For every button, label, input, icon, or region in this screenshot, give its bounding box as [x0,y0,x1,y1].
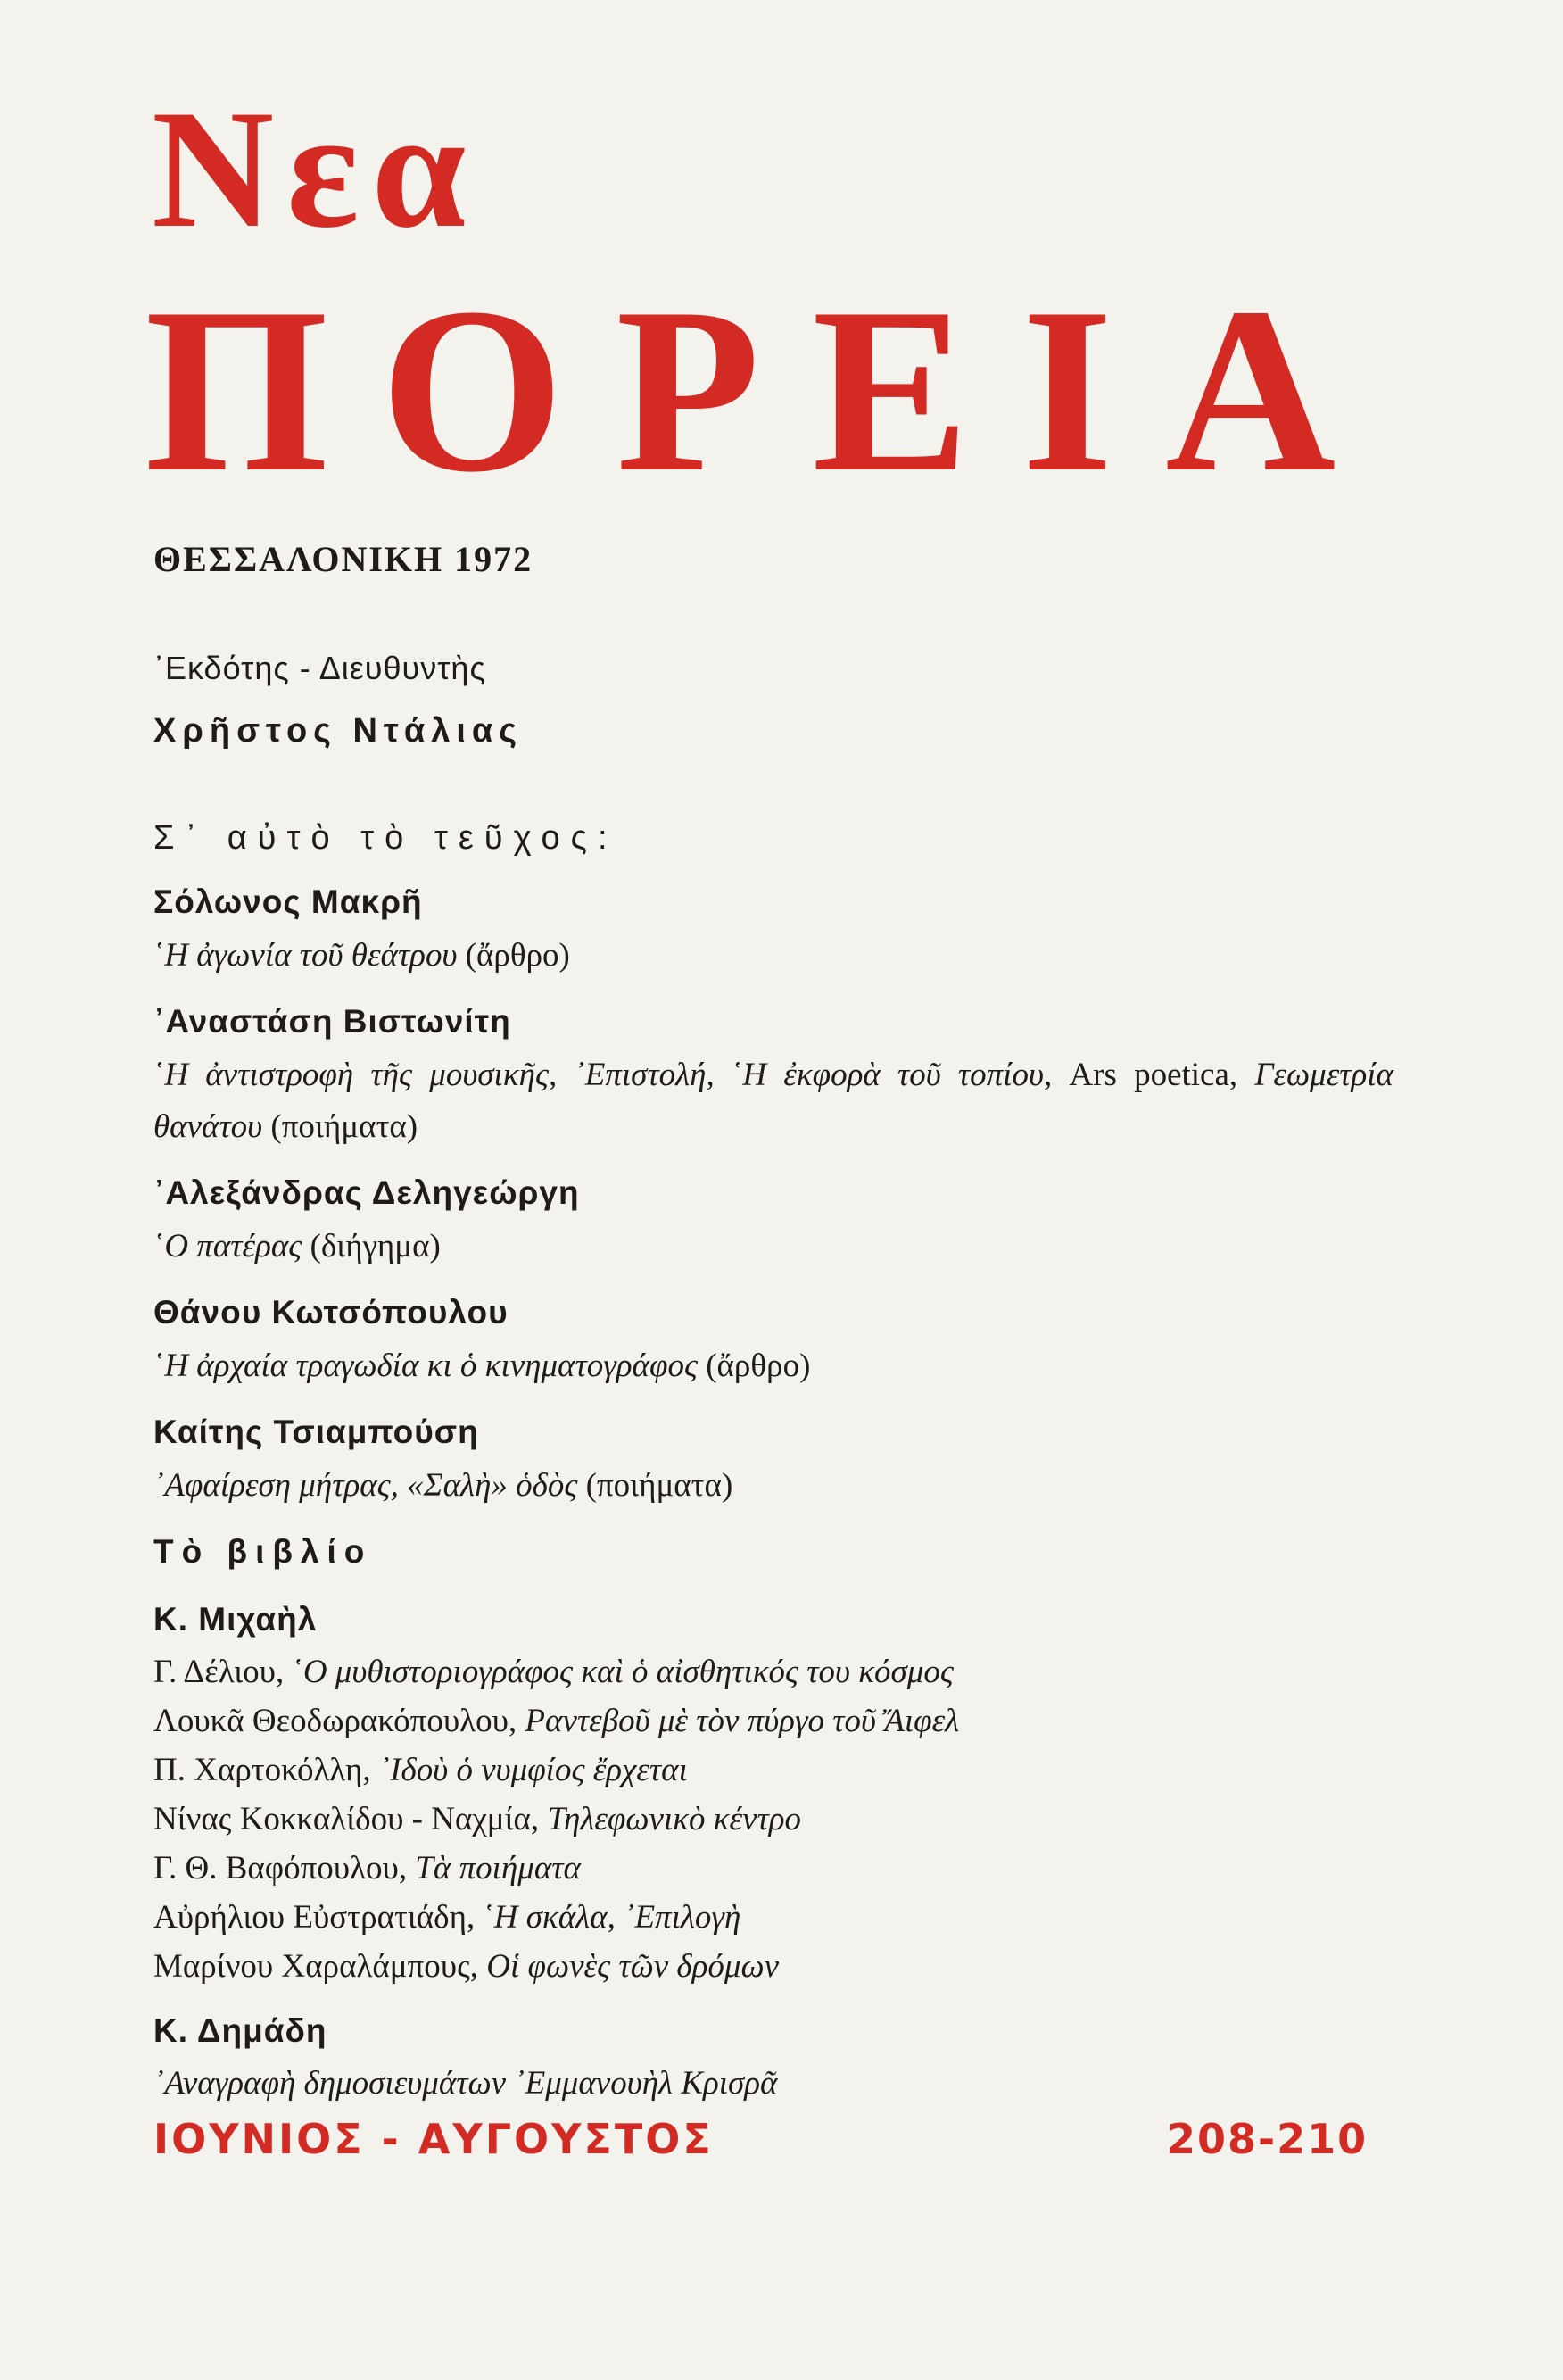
toc-work-genre: (ποιήματα) [577,1467,733,1504]
review-item [153,1942,1402,1991]
reviewer-name: Κ. Δημάδη [153,2012,327,2049]
review-item [153,1893,1402,1942]
publisher-label: ᾿Εκδότης - Διευθυντὴς [153,650,486,686]
toc-entry [153,875,1402,982]
review-author: Αὐρήλιου Εὐστρατιάδη, [153,1899,484,1936]
toc-work [153,930,1402,982]
toc-work-title: Γεωμετρία θανάτου [153,1057,1393,1145]
toc-work [153,1049,1393,1153]
review-author: Νίνας Κοκκαλίδου - Ναχμία, [153,1801,548,1837]
toc-work-genre: (διήγημα) [302,1228,441,1265]
toc-work-title: ῾Η ἀγωνία τοῦ θεάτρου [153,937,458,974]
toc-entry [153,1405,1402,1512]
toc-author: Καίτης Τσιαμπούση [153,1414,479,1450]
toc-work-genre: (ποιήματα) [262,1108,418,1145]
review-item [153,1746,1402,1795]
book-reviews [153,1592,1402,1991]
table-of-contents [153,875,1402,2120]
review-title: ῾Ο μυθιστοριογράφος καὶ ὁ αἰσθητικός του κόσμος [292,1654,954,1690]
review-item [153,1844,1402,1893]
review-title: Οἱ φωνὲς τῶν δρόμων [486,1948,780,1985]
review-item [153,1696,1402,1746]
toc-work-genre: (ἄρθρο) [457,937,570,974]
review-title: Τηλεφωνικὸ κέντρο [547,1801,802,1837]
reviewer-name: Κ. Μιχαὴλ [153,1601,318,1638]
toc-work-title: ῾Ο πατέρας [153,1228,302,1265]
toc-work-title: ῾Η ἀρχαία τραγωδία κι ὁ κινηματογράφος [153,1348,698,1384]
book-section-title: Τὸ βιβλίο [153,1533,373,1570]
toc-entry [153,1285,1402,1392]
toc-work [153,1221,1402,1273]
toc-author: ᾿Αναστάση Βιστωνίτη [153,1003,511,1040]
review-author: Λουκᾶ Θεοδωρακόπουλου, [153,1703,525,1739]
toc-entry [153,994,1402,1153]
review-author: Γ. Θ. Βαφόπουλου, [153,1850,416,1887]
toc-work-title-latin: Ars poetica, [1052,1057,1255,1093]
issue-number: 208-210 [1167,2115,1369,2163]
toc-author: Θάνου Κωτσόπουλου [153,1294,509,1331]
review-author: Μαρίνου Χαραλάμπους, [153,1948,487,1985]
toc-work-title: ᾿Αφαίρεση μήτρας, «Σαλὴ» ὁδὸς [153,1467,578,1504]
bibliography-entry [153,2003,1402,2108]
bibliography-title [153,2059,1402,2108]
toc-work [153,1340,1402,1392]
toc-work [153,1460,1402,1512]
issue-months: ΙΟΥΝΙΟΣ - ΑΥΓΟΥΣΤΟΣ [153,2115,714,2163]
title-nea: Νεα [152,76,479,263]
book-section-heading [153,1524,1402,1580]
toc-work-title: ῾Η ἀντιστροφὴ τῆς μουσικῆς, ᾿Επιστολή, ῾Η ἐκφορὰ τοῦ τοπίου, [153,1057,1053,1093]
toc-work-genre: (ἄρθρο) [697,1348,811,1384]
review-title: ᾿Ιδοὺ ὁ νυμφίος ἔρχεται [378,1752,688,1788]
review-item [153,1795,1402,1844]
publisher-name: Χρῆστος Ντάλιας [153,712,524,750]
review-author: Γ. Δέλιου, [153,1654,293,1690]
toc-author: Σόλωνος Μακρῆ [153,883,423,920]
toc-author: ᾿Αλεξάνδρας Δεληγεώργη [153,1174,580,1211]
toc-entry [153,1165,1402,1273]
bibliography-title-text: ᾿Αναγραφὴ δημοσιευμάτων ᾿Εμμανουὴλ Κρισρᾶ [153,2065,778,2102]
title-poreia: ΠΟΡΕΙΑ [145,260,1388,521]
review-item [153,1647,1402,1696]
review-title: Τὰ ποιήματα [415,1850,581,1887]
place-year: ΘΕΣΣΑΛΟΝΙΚΗ 1972 [153,539,533,579]
review-title: Ραντεβοῦ μὲ τὸν πύργο τοῦ Ἄιφελ [525,1703,960,1739]
issue-contents-heading: Σ᾿ αὐτὸ τὸ τεῦχος: [153,819,618,857]
review-title: ῾Η σκάλα, ᾿Επιλογὴ [483,1899,741,1936]
review-author: Π. Χαρτοκόλλη, [153,1752,379,1788]
